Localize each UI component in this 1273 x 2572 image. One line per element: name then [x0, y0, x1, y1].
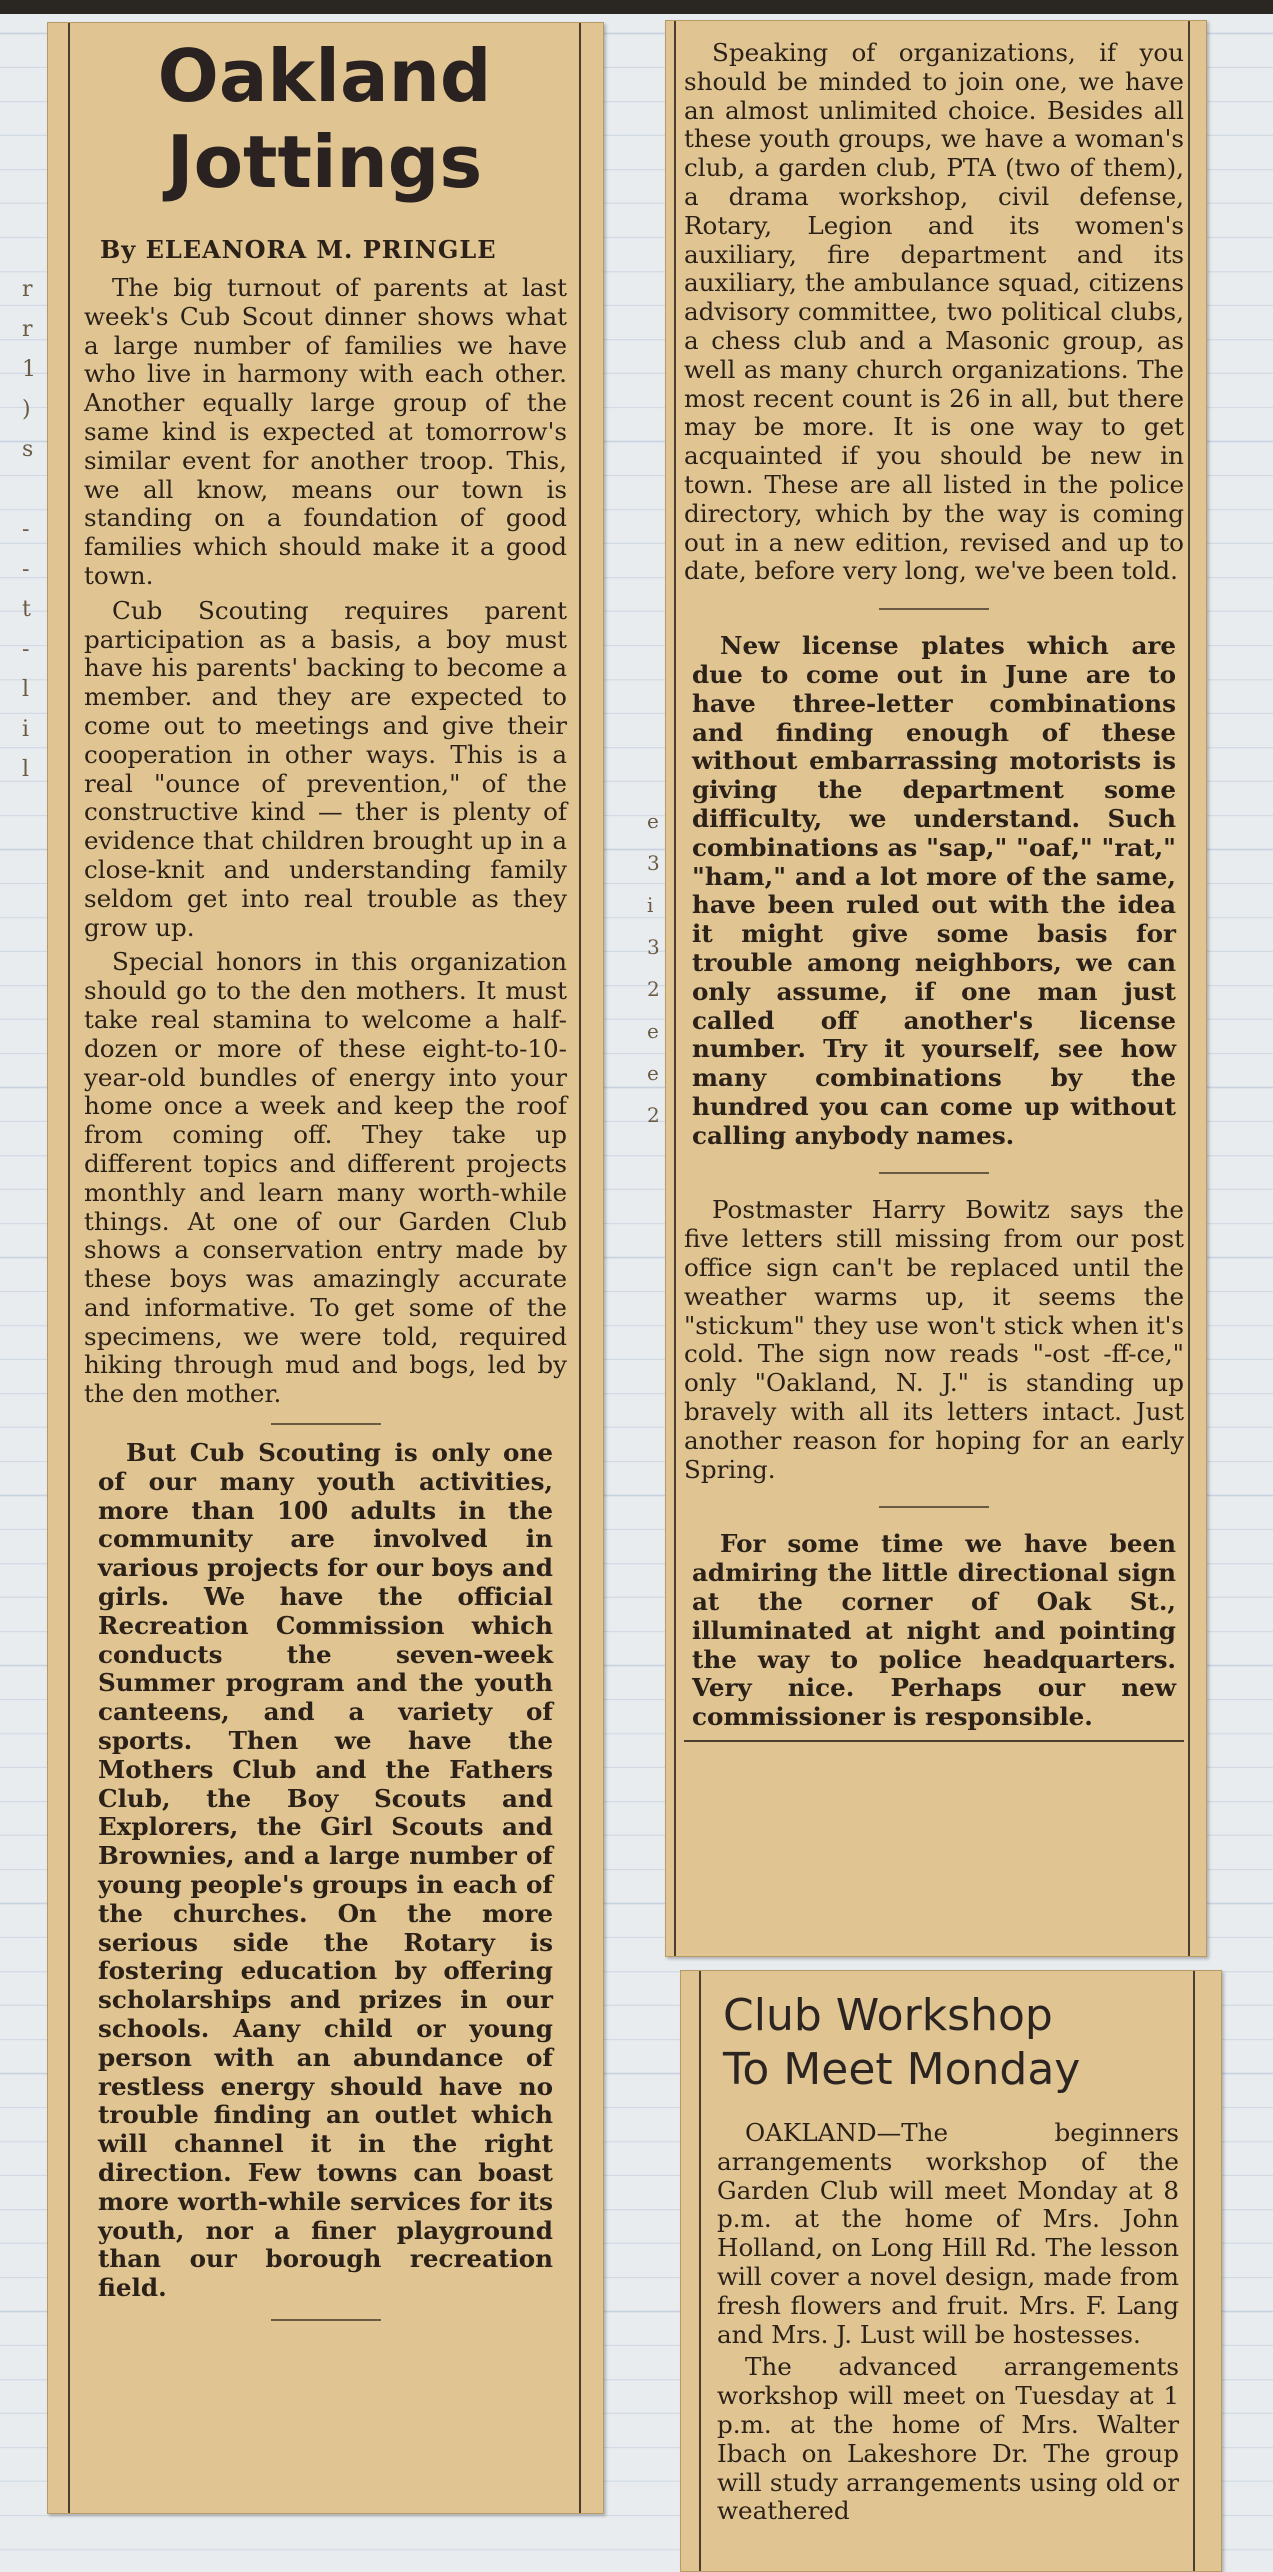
column-border — [674, 21, 676, 1956]
scrapbook-edge — [0, 0, 1273, 14]
divider — [879, 1506, 989, 1508]
article-club-workshop — [680, 1970, 1222, 2572]
divider — [271, 2319, 381, 2321]
byline: By ELEANORA M. PRINGLE — [100, 235, 497, 264]
margin-marks-2: e 3 i 3 2 e e 2 — [647, 809, 660, 1127]
paragraph: Speaking of organizations, if you should be minded to join one, we have an almost unlimited choice. Besides all these youth groups, we have a woman's club, a garden club, PTA (two of them), a drama workshop, civil defense, Rotary, Legion and its women's auxiliary, fire department and its auxiliary, the ambulance squad, citizens advisory committee, two political clubs, a chess club and a Masonic group, as well as many church organizations. The most recent count is 26 in all, but there may be more. It is one way to get acquainted if you should be new in town. These are all listed in the police directory, which by the way is coming out in a new edition, revised and up to date, before very long, we've been told. — [684, 38, 1184, 586]
divider — [879, 608, 989, 610]
paragraph: OAKLAND—The beginners arrangements workshop of the Garden Club will meet Monday at 8 p.m. at the home of Mrs. John Holland, on Long Hill Rd. The lesson will cover a novel design, made from fresh flowers and fruit. Mrs. F. Lang and Mrs. J. Lust will be hostesses. — [717, 2118, 1179, 2349]
column-border — [699, 1971, 701, 2571]
headline-line2: To Meet Monday — [723, 2044, 1081, 2095]
bold-paragraph: But Cub Scouting is only one of our many youth activities, more than 100 adults in the community are involved in various projects for our boys and girls. We have the official Recreation Commission which conducts the seven-week Summer program and the youth canteens, and a variety of sports. Then we have the Mothers Club and the Fathers Club, the Boy Scouts and Explorers, the Girl Scouts and Brownies, and a large number of young people's groups in each of the churches. On the more serious side the Rotary is fostering education by offering scholarships and prizes in our schools. Aany child or young person with an abundance of restless energy should have no trouble finding an outlet which will channel it in the right direction. Few towns can boast more worth-while services for its youth, nor a finer playground than our borough recreation field. — [98, 1438, 553, 2303]
article-continuation — [665, 20, 1207, 1957]
paragraph: Postmaster Harry Bowitz says the five letters still missing from our post office sign can't be replaced until the weather warms up, it seems the "stickum" they use won't stick when it's cold. The sign now reads "-ost -ff-ce," only "Oakland, N. J." is standing up bravely with all its letters intact. Just another reason for hoping for an early Spring. — [684, 1195, 1184, 1484]
column-border — [1188, 21, 1190, 1956]
article-title-line1: Oakland — [157, 34, 492, 118]
paragraph: The advanced arrangements workshop will meet on Tuesday at 1 p.m. at the home of Mrs. Walter Ibach on Lakeshore Dr. The group will study arrangements using old or weathered — [717, 2352, 1179, 2526]
bold-paragraph: New license plates which are due to come out in June are to have three-letter combinations and finding enough of these without embarrassing motorists is giving the department some difficulty, we understand. Such combinations as "sap," "oaf," "rat," "ham," and a lot more of the same, have been ruled out with the idea it might give some basis for trouble among neighbors, we can only assume, if one man just called off another's license number. Try it yourself, see how many combinations by the hundred you can come up without calling anybody names. — [692, 631, 1176, 1150]
column-border — [579, 23, 581, 2513]
divider — [271, 1423, 381, 1425]
headline-line1: Club Workshop — [723, 1990, 1053, 2041]
article-body — [703, 2097, 1191, 2526]
paragraph: The big turnout of parents at last week's Cub Scout dinner shows what a large number of families we have who live in harmony with each other. Another equally large group of the same kind is expected at tomorrow's similar event for another troop. This, we all know, means our town is standing on a foundation of good families which should make it a good town. — [84, 273, 567, 590]
paragraph: Special honors in this organization should go to the den mothers. It must take real stamina to welcome a half-dozen or more of these eight-to-10-year-old bundles of energy into your home once a week and keep the roof from coming off. They take up different topics and different projects monthly and learn many worth-while things. At one of our Garden Club shows a conservation entry made by these boys was amazingly accurate and informative. To get some of the specimens, we were told, required hiking through mud and bogs, led by the den mother. — [84, 947, 567, 1409]
article-oakland-jottings — [47, 22, 604, 2514]
column-border — [1193, 1971, 1195, 2571]
paragraph: Cub Scouting requires parent participation as a basis, a boy must have his parents' backing to become a member. and they are expected to come out to meetings and give their cooperation in other ways. This is a real "ounce of prevention," of the constructive kind — ther is plenty of evidence that children brought up in a close-knit and understanding family seldom get into real trouble as they grow up. — [84, 595, 567, 942]
margin-marks: r r 1 ) s - - t - l i l — [22, 277, 36, 782]
article-title-line2: Jottings — [166, 120, 483, 204]
bold-paragraph: For some time we have been admiring the little directional sign at the corner of Oak St., illuminated at night and pointing the way to police headquarters. Very nice. Perhaps our new commissioner is responsible. — [692, 1529, 1176, 1732]
article-body — [70, 274, 579, 2321]
divider — [879, 1172, 989, 1174]
bottom-rule — [684, 1740, 1184, 1742]
